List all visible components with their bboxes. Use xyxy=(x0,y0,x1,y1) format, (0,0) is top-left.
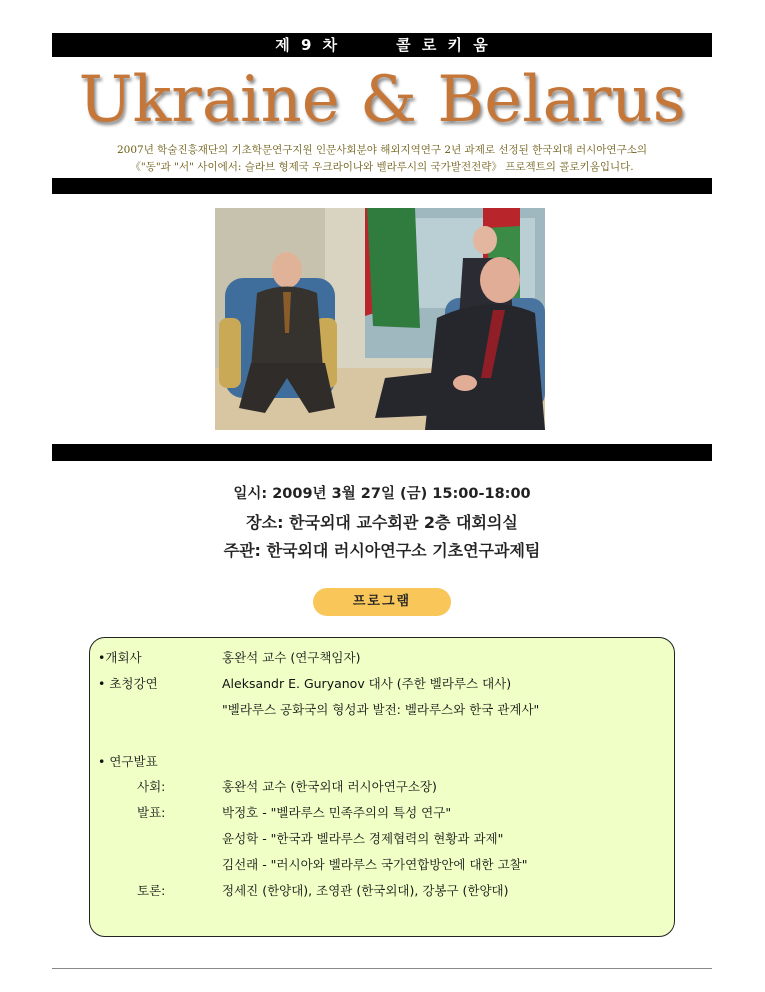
presentation-item: 윤성학 - "한국과 벨라루스 경제협력의 현황과 과제" xyxy=(222,831,504,846)
opening-speaker: 홍완석 교수 (연구책임자) xyxy=(222,650,361,665)
divider-bar xyxy=(52,444,712,461)
presentation-item: 김선래 - "러시아와 벨라루스 국가연합방안에 대한 고찰" xyxy=(222,857,528,872)
bottom-divider xyxy=(52,968,712,969)
subtitle-line-1: 2007년 학술진흥재단의 기초학문연구지원 인문사회분야 해외지역연구 2년 과제로 선정된 한국외대 러시아연구소의 xyxy=(116,144,648,156)
presentation-label: 발표: xyxy=(137,805,166,820)
event-host: 주관: 한국외대 러시아연구소 기초연구과제팀 xyxy=(223,541,541,560)
discussion-label: 토론: xyxy=(137,883,166,898)
page-title: Ukraine & Belarus xyxy=(78,63,686,137)
invited-lecture-title: "벨라루스 공화국의 형성과 발전: 벨라루스와 한국 관계사" xyxy=(222,702,540,717)
research-label: • 연구발표 xyxy=(98,754,158,769)
moderator-label: 사회: xyxy=(137,779,166,794)
program-label: 프로그램 xyxy=(313,588,451,616)
discussion-value: 정세진 (한양대), 조영관 (한국외대), 강봉구 (한양대) xyxy=(222,883,509,898)
subtitle-line-2: 《"동"과 "서" 사이에서: 슬라브 형제국 우크라이나와 벨라루시의 국가발전전략》 프로젝트의 콜로키움입니다. xyxy=(130,161,634,173)
invited-speaker: Aleksandr E. Guryanov 대사 (주한 벨라루스 대사) xyxy=(222,676,512,691)
moderator-value: 홍완석 교수 (한국외대 러시아연구소장) xyxy=(222,779,437,794)
divider-bar xyxy=(52,178,712,194)
presentation-item: 박정호 - "벨라루스 민족주의의 특성 연구" xyxy=(222,805,452,820)
colloquium-banner xyxy=(52,33,712,57)
event-place: 장소: 한국외대 교수회관 2층 대회의실 xyxy=(246,513,518,532)
colloquium-number: 제 9 차 xyxy=(275,36,339,54)
meeting-photo xyxy=(215,208,545,430)
invited-label: • 초청강연 xyxy=(98,676,158,691)
subtitle xyxy=(52,142,712,176)
event-date: 일시: 2009년 3월 27일 (금) 15:00-18:00 xyxy=(233,486,531,502)
opening-label: •개회사 xyxy=(98,650,142,665)
colloquium-word: 콜 로 키 움 xyxy=(396,36,489,54)
